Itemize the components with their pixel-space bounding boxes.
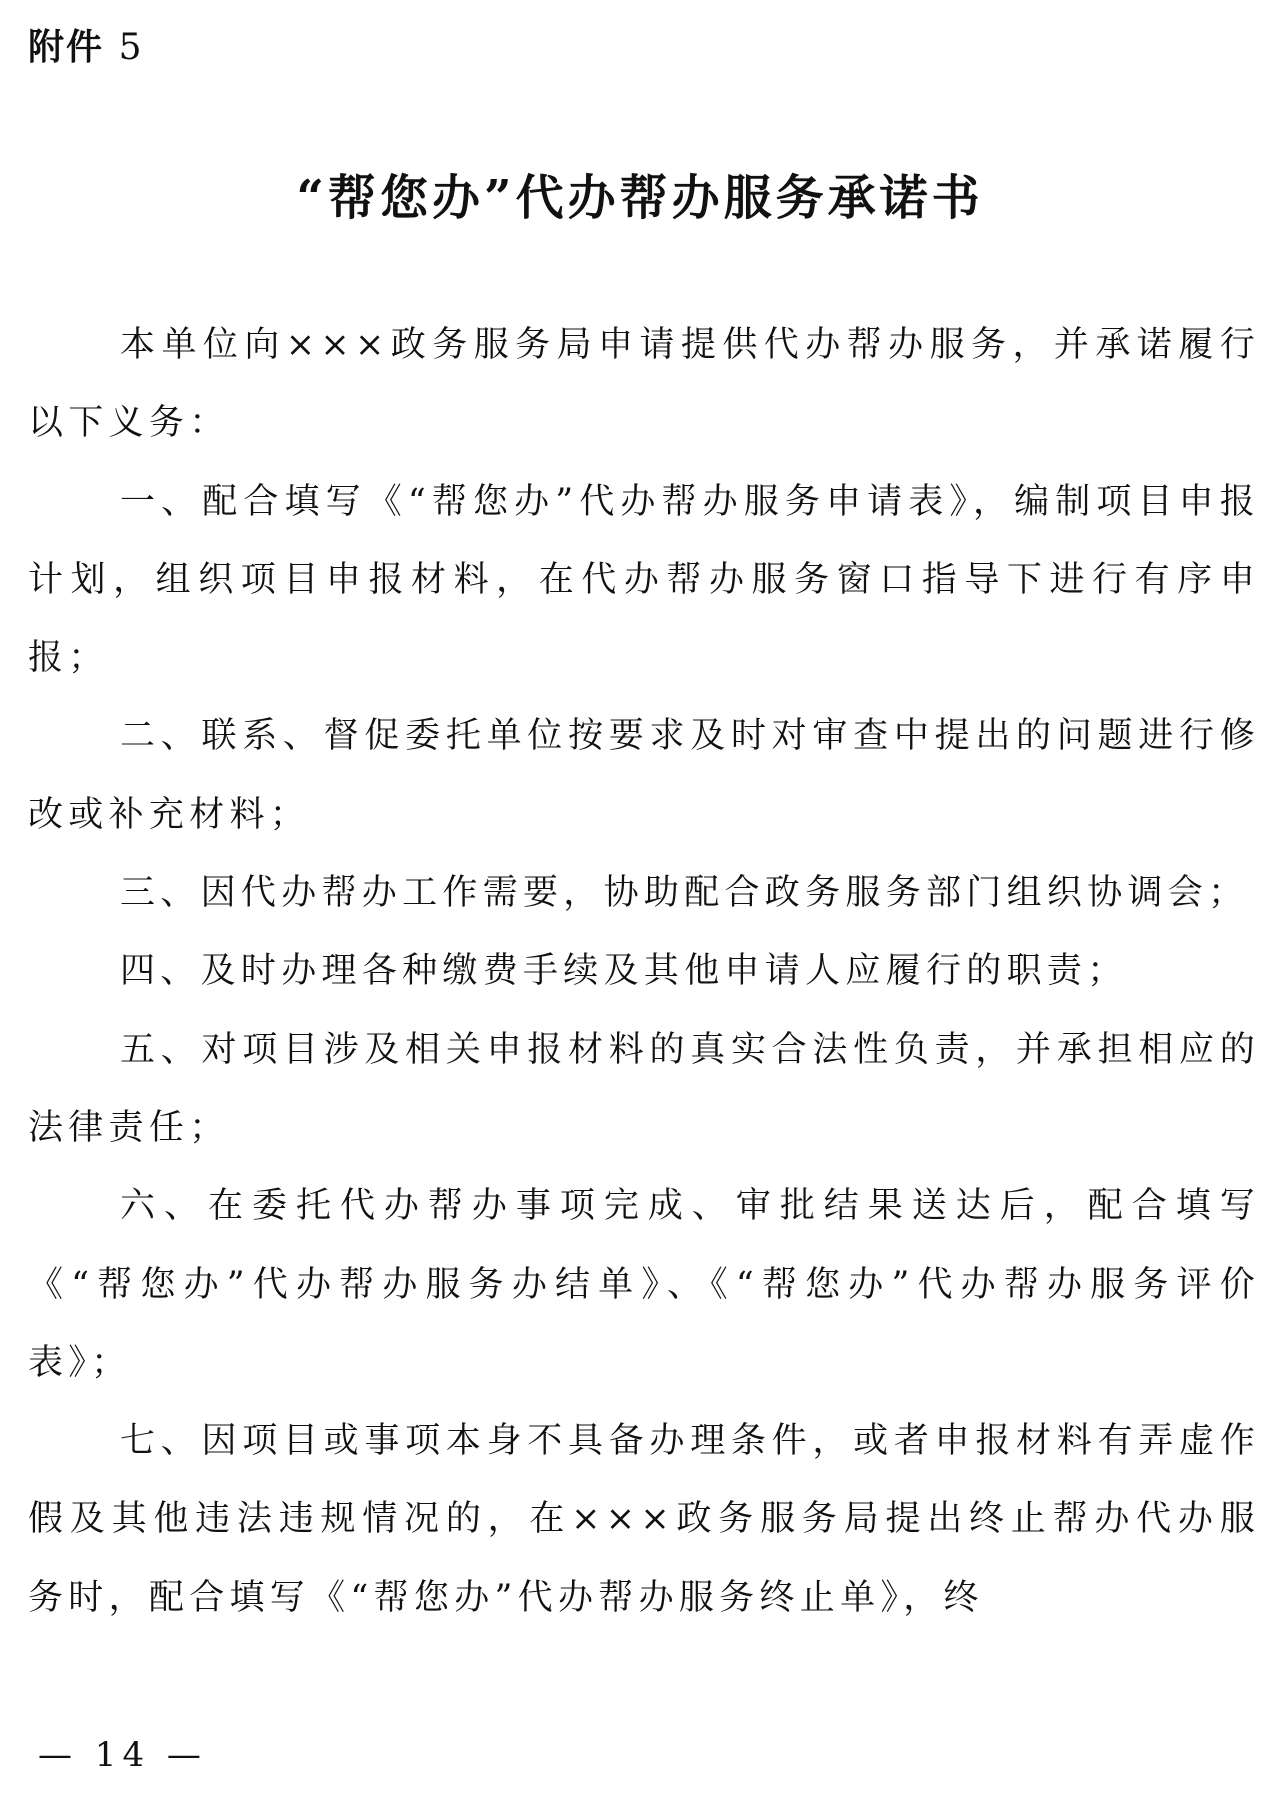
paragraph-item-6: 六、在委托代办帮办事项完成、审批结果送达后，配合填写《“帮您办”代办帮办服务办结单》、《“帮您办”代办帮办服务评价表》； <box>28 1186 1260 1383</box>
page-number: — 14 — <box>38 1735 207 1775</box>
paragraph-intro: 本单位向×××政务服务局申请提供代办帮办服务，并承诺履行以下义务： <box>28 325 1260 444</box>
document-title: “帮您办”代办帮办服务承诺书 <box>296 170 984 226</box>
paragraph-item-2: 二、联系、督促委托单位按要求及时对审查中提出的问题进行修改或补充材料； <box>28 716 1260 835</box>
paragraph-item-3: 三、因代办帮办工作需要，协助配合政务服务部门组织协调会； <box>120 873 1249 914</box>
document-body <box>28 306 1260 1637</box>
paragraph-item-4: 四、及时办理各种缴费手续及其他申请人应履行的职责； <box>120 951 1128 992</box>
paragraph-item-7: 七、因项目或事项本身不具备办理条件，或者申报材料有弄虚作假及其他违法违规情况的，在×××政务服务局提出终止帮办代办服务时，配合填写《“帮您办”代办帮办服务终止单》，终 <box>28 1421 1260 1618</box>
attachment-label <box>28 18 143 78</box>
attachment-number: 5 <box>118 27 144 68</box>
paragraph-item-5: 五、对项目涉及相关申报材料的真实合法性负责，并承担相应的法律责任； <box>28 1029 1260 1148</box>
attachment-label-text: 附件 <box>28 27 105 68</box>
paragraph-item-1: 一、配合填写《“帮您办”代办帮办服务申请表》，编制项目申报计划，组织项目申报材料，在代办帮办服务窗口指导下进行有序申报； <box>28 481 1260 679</box>
